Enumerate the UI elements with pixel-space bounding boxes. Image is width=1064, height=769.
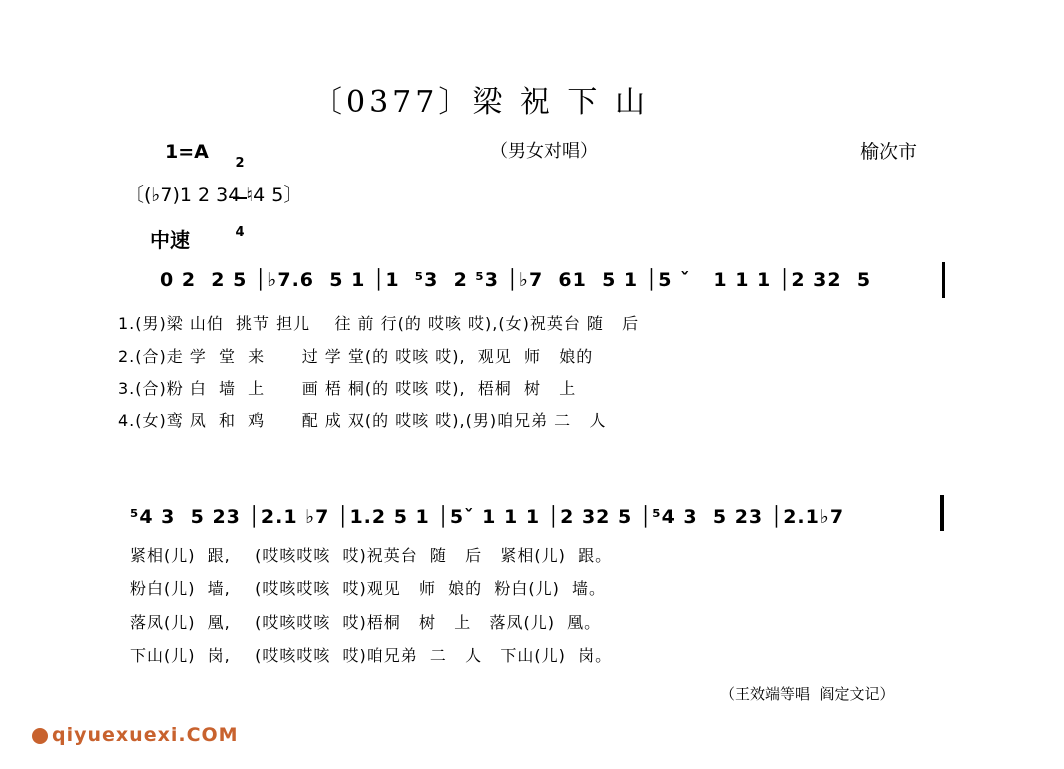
lyric-line: 紧相(儿) 跟, (哎咳哎咳 哎)祝英台 随 后 紧相(儿) 跟。	[130, 546, 613, 565]
intro-notation: 〔(♭7)1 2 34 ♮4 5〕	[125, 184, 303, 206]
final-barline	[940, 495, 944, 531]
end-barline-1	[942, 262, 945, 298]
notation-line-1: 0 2 2 5 │♭7.6 5 1 │1 ⁵3 2 ⁵3 │♭7 61 5 1 │5 ˇ 1 1 1 │2 32 5	[160, 269, 872, 291]
meter-top: 2	[235, 156, 245, 171]
lyric-line: 1.(男)梁 山伯 挑节 担儿 往 前 行(的 哎咳 哎),(女)祝英台 随 后	[118, 314, 640, 333]
place-name: 榆次市	[860, 141, 918, 163]
site-watermark	[32, 726, 239, 745]
meter-bottom: 4	[235, 225, 245, 240]
watermark-text: qiyuexuexi.COM	[52, 724, 239, 746]
performer-credit: （王效端等唱 阎定文记）	[720, 685, 895, 703]
song-title: 〔0377〕梁 祝 下 山	[312, 85, 649, 120]
subtitle: （男女对唱）	[490, 141, 598, 162]
notation-line-2: ⁵4 3 5 23 │2.1 ♭7 │1.2 5 1 │5ˇ 1 1 1 │2 32 5 │⁵4 3 5 23 │2.1♭7	[130, 506, 845, 528]
tempo-marking: 中速	[150, 228, 190, 252]
lyric-line: 下山(儿) 岗, (哎咳哎咳 哎)咱兄弟 二 人 下山(儿) 岗。	[130, 646, 613, 665]
lyric-line: 落凤(儿) 凰, (哎咳哎咳 哎)梧桐 树 上 落凤(儿) 凰。	[130, 613, 602, 632]
watermark-logo-icon	[32, 728, 48, 744]
lyric-line: 3.(合)粉 白 墙 上 画 梧 桐(的 哎咳 哎), 梧桐 树 上	[118, 379, 577, 398]
lyric-line: 粉白(儿) 墙, (哎咳哎咳 哎)观见 师 娘的 粉白(儿) 墙。	[130, 579, 607, 598]
key-signature: 1=A	[165, 141, 209, 163]
lyric-line: 2.(合)走 学 堂 来 过 学 堂(的 哎咳 哎), 观见 师 娘的	[118, 347, 594, 366]
lyric-line: 4.(女)鸾 凤 和 鸡 配 成 双(的 哎咳 哎),(男)咱兄弟 二 人	[118, 411, 607, 430]
